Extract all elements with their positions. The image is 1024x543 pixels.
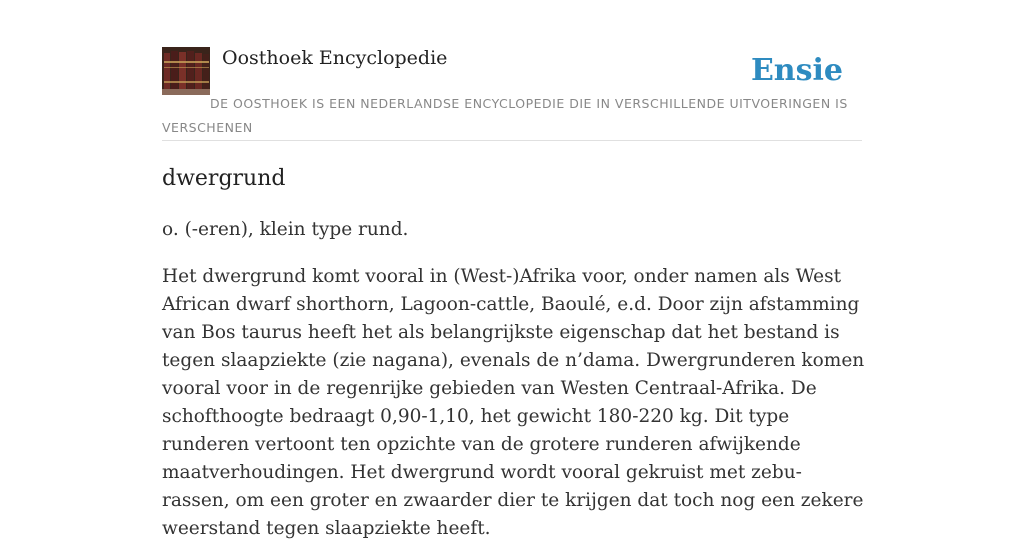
site-header — [162, 46, 862, 141]
site-title[interactable]: Oosthoek Encyclopedie — [222, 47, 448, 69]
brand-logo-link[interactable]: Ensie — [750, 53, 843, 88]
entry-definition: o. (-eren), klein type rund. — [162, 219, 409, 240]
site-tagline: DE OOSTHOEK IS EEN NEDERLANDSE ENCYCLOPEDIE DIE IN VERSCHILLENDE UITVOERINGEN IS VERSCHENEN — [162, 96, 848, 135]
entry-title: dwergrund — [162, 166, 286, 191]
entry-body: Het dwergrund komt vooral in (West-)Afrika voor, onder namen als West African dwarf shorthorn, Lagoon-cattle, Baoulé, e.d. Door zijn afstamming van Bos taurus heeft het als belangrijkste eigenschap dat het bestand is tegen slaapziekte (zie nagana), evenals de n’dama. Dwergrunderen komen vooral voor in de regenrijke gebieden van Westen Centraal-Afrika. De schofthoogte bedraagt 0,90-1,10, het gewicht 180-220 kg. Dit type runderen vertoont ten opzichte van de grotere runderen afwijkende maatverhoudingen. Het dwergrund wordt vooral gekruist met zebu-rassen, om een groter en zwaarder dier te krijgen dat toch nog een zekere weerstand tegen slaapziekte heeft. — [162, 266, 865, 539]
encyclopedia-books-avatar[interactable] — [162, 47, 210, 95]
